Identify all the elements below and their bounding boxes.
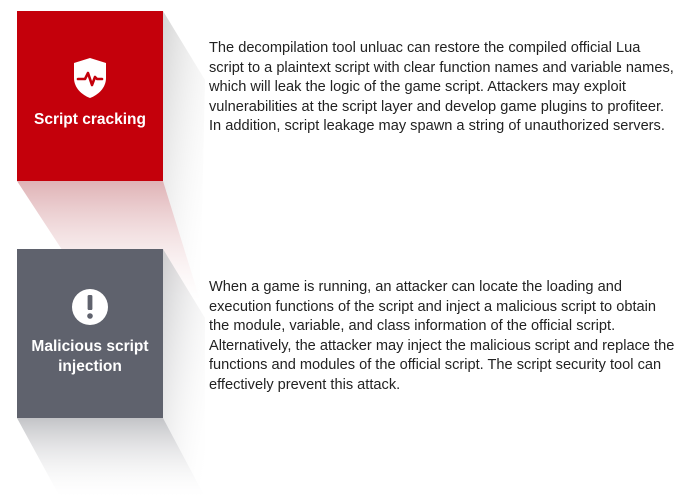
tile-label: Script cracking	[34, 111, 146, 128]
malicious-script-injection-description: When a game is running, an attacker can locate the loading and execution functions of the script and inject a malicious script to obtain the module, variable, and class information of the official script. Alternatively, the attacker may inject the malicious script and replace the functions and modules of the official script. The script security tool can effectively prevent this attack.	[209, 279, 675, 393]
script-cracking-description: The decompilation tool unluac can restore the compiled official Lua script to a plaintext script with clear function names and variable names, which will leak the logic of the game script. Attackers may exploit vulnerabilities at the script layer and develop game plugins to profiteer. In addition, script leakage may spawn a string of unauthorized servers.	[209, 40, 674, 134]
malicious-script-injection-tile	[17, 249, 163, 418]
script-cracking-tile	[17, 11, 163, 181]
shield-pulse-icon	[70, 56, 110, 100]
tile-label: Malicious script injection	[31, 337, 149, 375]
exclamation-circle-icon	[70, 287, 110, 327]
